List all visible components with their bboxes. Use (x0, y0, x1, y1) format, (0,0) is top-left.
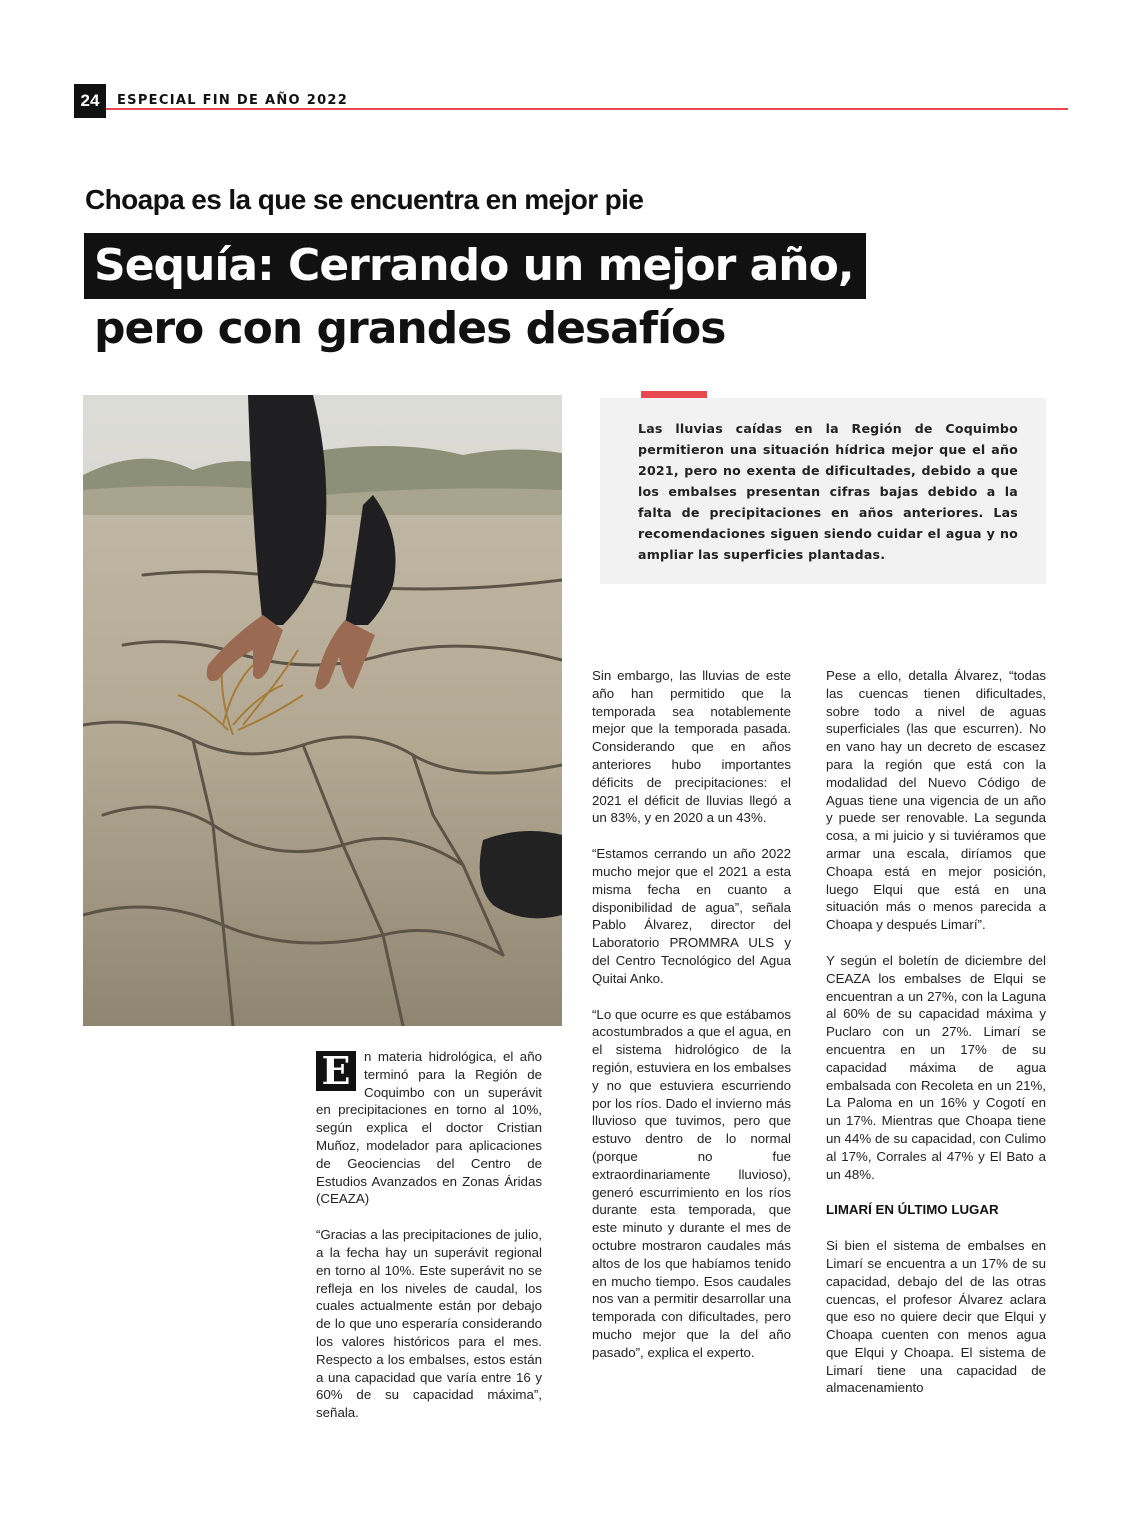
paragraph: Pese a ello, detalla Álvarez, “todas las cuencas tienen dificultades, sobre todo a nivel de aguas superficiales (las que escurren). No en vano hay un decreto de escasez para la región que está con la modalidad del Nuevo Código de Aguas tiene una vigencia de un año y puede ser renovable. La segunda cosa, a mi juicio y si tuviéramos que armar una escala, diríamos que Choapa está en mejor posición, luego Elqui que está en una situación más o menos parecida a Choapa y después Limarí”. (826, 668, 1046, 933)
headline-line-1: Sequía: Cerrando un mejor año, (84, 233, 866, 299)
paragraph: Sin embargo, las lluvias de este año han permitido que la temporada sea notablemente mejor que la temporada pasada. Considerando que en años anteriores hubo importantes déficits de precipitaciones: el 2021 el déficit de lluvias llegó a un 83%, y en 2020 a un 43%. (592, 668, 791, 826)
lead-paragraph: Las lluvias caídas en la Región de Coquimbo permitieron una situación hídrica mejor que el año 2021, pero no exenta de dificultades, debido a que los embalses presentan cifras bajas debido a la falta de precipitaciones en años anteriores. Las recomendaciones siguen siendo cuidar el agua y no ampliar las superficies plantadas. (638, 421, 1018, 562)
lead-box (600, 398, 1046, 584)
header-rule (106, 108, 1068, 110)
column-3 (826, 667, 1046, 1415)
paragraph: “Gracias a las precipitaciones de julio, a la fecha hay un superávit regional en torno al 10%. Este superávit no se refleja en los niveles de caudal, los cuales actualmente están por debajo de lo que uno esperaría considerando los valores históricos para el mes. Respecto a los embalses, estos están a una capacidad que varía entre 16 y 60% de su capacidad máxima”, señala. (316, 1227, 542, 1421)
column-2 (592, 667, 791, 1379)
paragraph (316, 1048, 542, 1208)
paragraph: “Lo que ocurre es que estábamos acostumbrados a que el agua, en el sistema hidrológico de la región, estuviera en los embalses y no que estuviera escurriendo por los ríos. Dado el invierno más lluvioso que tuvimos, pero que estuvo dentro de lo normal (porque no fue extraordinariamente lluvioso), generó escurrimiento en los ríos durante esta temporada, que este minuto y durante el mes de octubre mostraron caudales más altos de los que habíamos tenido en mucho tiempo. Esos caudales nos van a permitir desarrollar una temporada con dificultades, pero mucho mejor que la del año pasado”, explica el experto. (592, 1006, 791, 1360)
column-1 (316, 1048, 542, 1440)
page-number: 24 (74, 84, 106, 118)
paragraph: “Estamos cerrando un año 2022 mucho mejor que el 2021 a esta misma fecha en cuanto a disponibilidad de agua”, señala Pablo Álvarez, director del Laboratorio PROMMRA ULS y del Centro Tecnológico del Agua Quitai Anko. (592, 846, 791, 986)
drop-cap: E (316, 1051, 356, 1091)
paragraph: Y según el boletín de diciembre del CEAZA los embalses de Elqui se encuentran a un 27%, con la Laguna al 60% de su capacidad máxima y Puclaro con un 27%. Limarí se encuentra en un 17% de su capacidad máxima de agua embalsada con Recoleta en un 21%, La Paloma en un 16% y Cogotí en un 17%. Mientras que Choapa tiene un 44% de su capacidad, con Culimo al 17%, Corrales al 47% y El Bato a un 48%. (826, 952, 1046, 1182)
drought-photo (83, 395, 562, 1026)
lead-accent-bar (641, 391, 707, 398)
paragraph: Si bien el sistema de embalses en Limarí se encuentra a un 17% de su capacidad, debajo del de las otras cuencas, el profesor Álvarez aclara que eso no quiere decir que Elqui y Choapa cuenten con menos agua que Elqui y Choapa. El sistema de Limarí tiene una capacidad de almacenamiento (826, 1238, 1046, 1396)
paragraph-text: n materia hidrológica, el año terminó para la Región de Coquimbo con un superávit en precipitaciones en torno al 10%, según explica el doctor Cristian Muñoz, modelador para aplicaciones de Geociencias del Centro de Estudios Avanzados en Zonas Áridas (CEAZA) (316, 1049, 542, 1207)
headline-line-2: pero con grandes desafíos (94, 303, 726, 354)
page-header (74, 84, 1068, 118)
section-title: ESPECIAL FIN DE AÑO 2022 (117, 93, 349, 108)
article-kicker: Choapa es la que se encuentra en mejor pie (85, 184, 644, 215)
subheading: LIMARÍ EN ÚLTIMO LUGAR (826, 1202, 999, 1218)
